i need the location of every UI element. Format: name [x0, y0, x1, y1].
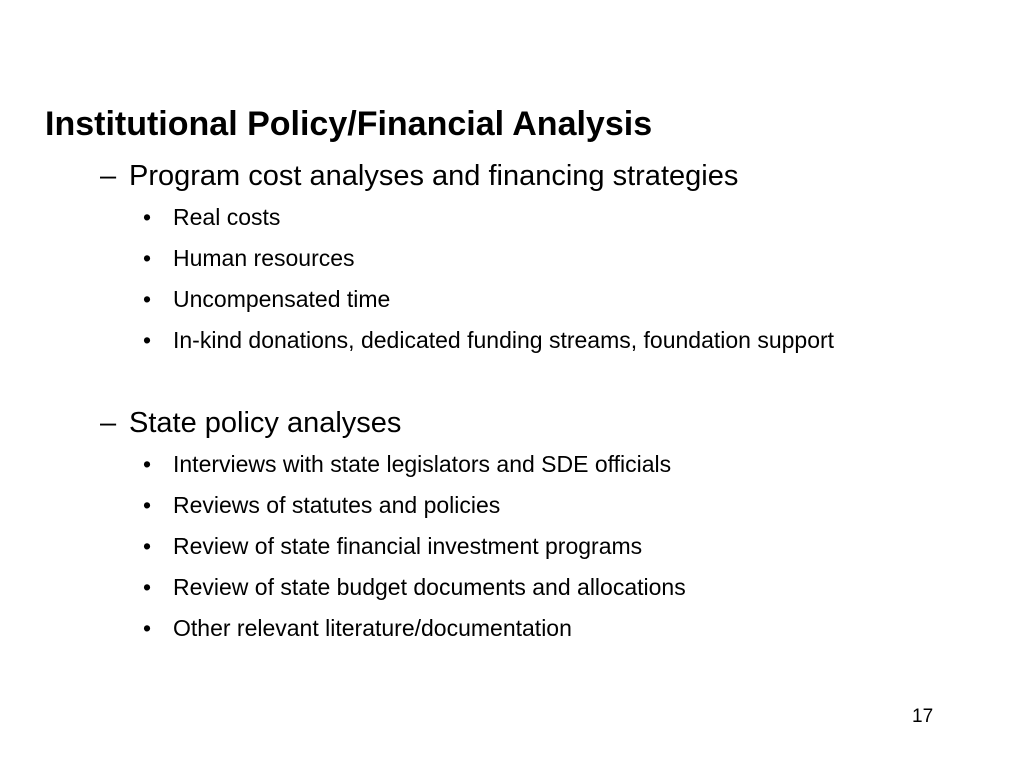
list-item — [100, 488, 980, 522]
list-item-text: Human resources — [173, 245, 355, 271]
section-heading — [100, 157, 980, 195]
bullet-icon: • — [143, 574, 152, 600]
list-item-text: Other relevant literature/documentation — [173, 615, 572, 641]
list-item — [100, 529, 980, 563]
list-item-text: Interviews with state legislators and SDE officials — [173, 451, 672, 477]
bullet-icon: • — [143, 533, 152, 559]
bullet-icon: • — [143, 492, 152, 518]
page-number: 17 — [912, 706, 934, 727]
dash-marker: – — [100, 407, 117, 439]
section-state-policy — [100, 404, 980, 652]
section-program-cost — [100, 157, 980, 364]
bullet-list — [100, 200, 980, 357]
bullet-icon: • — [143, 286, 152, 312]
list-item-text: In-kind donations, dedicated funding streams, foundation support — [173, 327, 835, 353]
bullet-icon: • — [143, 451, 152, 477]
bullet-icon: • — [143, 204, 152, 230]
section-heading-text: State policy analyses — [129, 407, 402, 439]
list-item — [100, 611, 980, 645]
list-item — [100, 570, 980, 604]
bullet-icon: • — [143, 327, 152, 353]
list-item-text: Reviews of statutes and policies — [173, 492, 501, 518]
slide-title: Institutional Policy/Financial Analysis — [45, 105, 653, 143]
list-item — [100, 241, 980, 275]
bullet-icon: • — [143, 615, 152, 641]
section-heading — [100, 404, 980, 442]
bullet-icon: • — [143, 245, 152, 271]
list-item — [100, 447, 980, 481]
list-item-text: Review of state budget documents and allocations — [173, 574, 686, 600]
bullet-list — [100, 447, 980, 645]
dash-marker: – — [100, 160, 117, 192]
list-item-text: Review of state financial investment programs — [173, 533, 643, 559]
list-item — [100, 200, 980, 234]
list-item — [100, 323, 980, 357]
section-heading-text: Program cost analyses and financing strategies — [129, 160, 739, 192]
list-item-text: Real costs — [173, 204, 281, 230]
list-item — [100, 282, 980, 316]
list-item-text: Uncompensated time — [173, 286, 391, 312]
